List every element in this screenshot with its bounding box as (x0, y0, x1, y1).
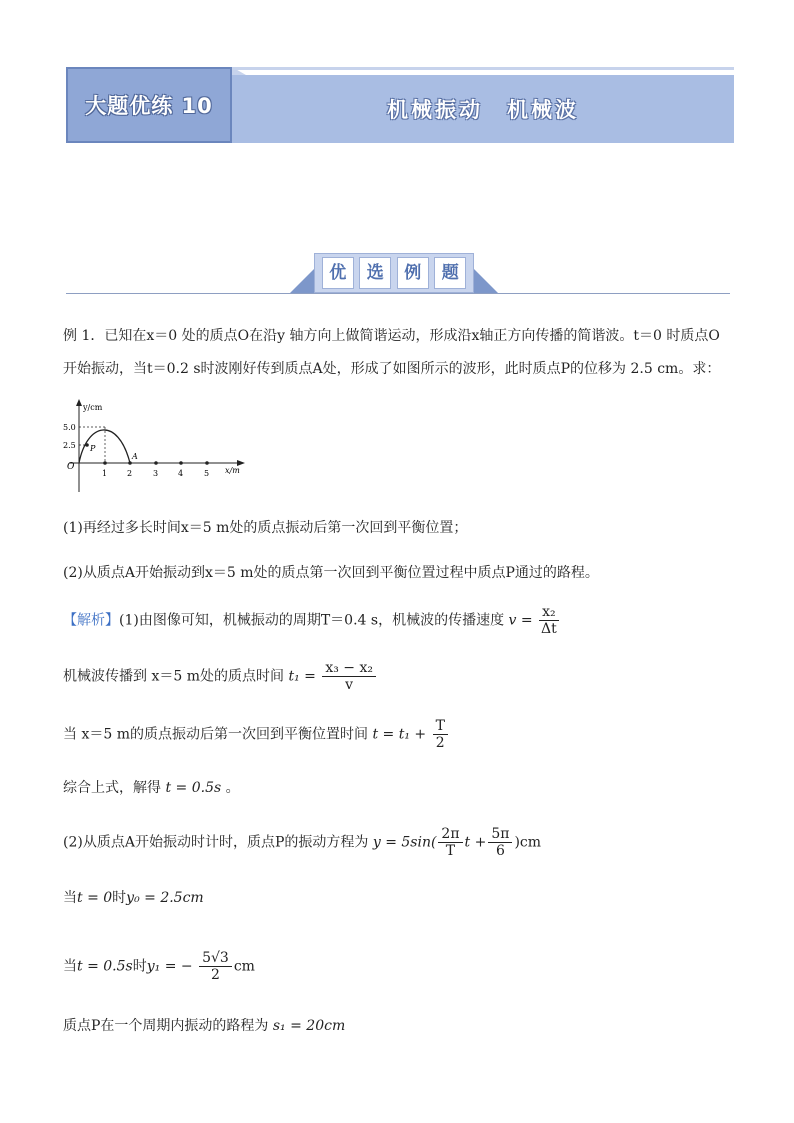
x-tick-5: 5 (204, 469, 210, 478)
solution-step-8 (63, 1016, 345, 1036)
step-5-mid: t + (464, 834, 487, 851)
step-5-eq-a: y = 5sin( (372, 834, 437, 851)
solution-step-7 (63, 950, 255, 983)
step-5-numerator-2: 5π (488, 826, 512, 843)
x-dot-5 (205, 461, 209, 465)
point-p-label: P (90, 444, 96, 453)
step-2-numerator: x₃ − x₂ (322, 660, 376, 677)
solution-step-4 (63, 778, 240, 798)
section-char-2: 选 (359, 257, 391, 289)
section-char-3: 例 (397, 257, 429, 289)
step-3-text: 当 x＝5 m的质点振动后第一次回到平衡位置时间 (63, 726, 368, 743)
x-tick-4: 4 (178, 469, 184, 478)
section-header (66, 247, 730, 297)
y-axis-arrow (76, 399, 82, 406)
step-7-numerator: 5√3 (199, 950, 232, 967)
question-2: (2)从质点A开始振动到x＝5 m处的质点第一次回到平衡位置过程中质点P通过的路程。 (63, 565, 599, 581)
step-7-eq-2: y₁ = − (146, 958, 193, 975)
step-3-numerator: T (433, 718, 448, 735)
question-1: (1)再经过多长时间x＝5 m处的质点振动后第一次回到平衡位置； (63, 520, 468, 536)
point-p-dot (85, 443, 89, 447)
step-7-at: 时 (132, 958, 147, 975)
banner-title: 机械振动 机械波 (387, 98, 579, 122)
y-axis-label: y/cm (83, 403, 103, 412)
section-right-wing (474, 269, 498, 293)
step-8-text: 质点P在一个周期内振动的路程为 (63, 1018, 269, 1034)
step-2-lhs: t₁ = (288, 668, 316, 685)
step-6-when: 当 (63, 890, 77, 906)
solution-step-3 (63, 718, 450, 751)
banner-title-box (232, 75, 734, 143)
problem-line-2: 开始振动，当t＝0.2 s时波刚好传到质点A处，形成了如图所示的波形，此时质点P的位移为 2.5 cm。求： (63, 361, 721, 377)
step-6-eq-2: y₀ = 2.5cm (126, 890, 204, 906)
solution-step-6 (63, 888, 204, 908)
banner-label-box (66, 67, 232, 143)
step-4-eq: t = 0.5s (165, 780, 222, 796)
section-rule (66, 293, 730, 294)
step-7-unit: cm (233, 958, 255, 975)
step-7-when: 当 (63, 958, 77, 975)
step-6-at: 时 (112, 890, 127, 906)
step-5-eq-b: )cm (514, 834, 542, 851)
step-5-fraction-1 (438, 826, 462, 859)
step-5-text: (2)从质点A开始振动时计时，质点P的振动方程为 (63, 834, 369, 851)
step-1-fraction (539, 604, 559, 637)
x-dot-1 (103, 461, 107, 465)
step-4-end: 。 (225, 780, 240, 796)
section-char-1: 优 (322, 257, 354, 289)
x-dot-3 (154, 461, 158, 465)
y-tick-2-5: 2.5 (63, 441, 76, 450)
point-a-label: A (132, 452, 138, 461)
solution-step-1 (63, 604, 561, 637)
step-7-fraction (199, 950, 232, 983)
step-2-text: 机械波传播到 x＝5 m处的质点时间 (63, 668, 284, 685)
section-title-box (314, 253, 474, 293)
header-banner (66, 67, 734, 143)
solution-step-2 (63, 660, 378, 693)
x-axis-label: x/m (225, 466, 240, 475)
x-tick-1: 1 (102, 469, 108, 478)
step-7-eq-1: t = 0.5s (77, 958, 133, 975)
x-tick-2: 2 (127, 469, 133, 478)
x-dot-2 (128, 461, 132, 465)
step-2-denominator: v (345, 677, 354, 693)
step-1-lhs: v = (508, 612, 533, 629)
x-tick-3: 3 (153, 469, 159, 478)
step-5-numerator-1: 2π (438, 826, 462, 843)
step-1-denominator: Δt (540, 621, 557, 637)
section-char-4: 题 (434, 257, 466, 289)
problem-line-1: 例 1．已知在x＝0 处的质点O在沿y 轴方向上做简谐运动，形成沿x轴正方向传播的简谐波。t＝0 时质点O (63, 328, 720, 344)
step-1-text: (1)由图像可知，机械振动的周期T＝0.4 s，机械波的传播速度 (119, 612, 505, 629)
wave-figure (63, 396, 253, 494)
origin-label: O (67, 462, 75, 472)
y-tick-5: 5.0 (63, 423, 76, 432)
step-2-fraction (322, 660, 376, 693)
banner-top-line (232, 67, 734, 70)
banner-label: 大题优练 10 (85, 94, 213, 118)
solution-step-5 (63, 826, 541, 859)
step-3-eq: t = t₁ + (372, 726, 427, 743)
x-dot-4 (179, 461, 183, 465)
section-title-tiles (314, 253, 474, 293)
step-7-denominator: 2 (210, 967, 220, 983)
solution-tag: 【解析】 (63, 612, 119, 629)
step-6-eq-1: t = 0 (77, 890, 113, 906)
step-5-fraction-2 (488, 826, 512, 859)
section-left-wing (290, 269, 314, 293)
step-8-eq: s₁ = 20cm (272, 1018, 346, 1034)
step-3-fraction (433, 718, 448, 751)
step-1-numerator: x₂ (539, 604, 559, 621)
step-5-denominator-1: T (445, 843, 456, 859)
step-3-denominator: 2 (435, 735, 445, 751)
step-4-text: 综合上式，解得 (63, 780, 161, 796)
step-5-denominator-2: 6 (495, 843, 505, 859)
